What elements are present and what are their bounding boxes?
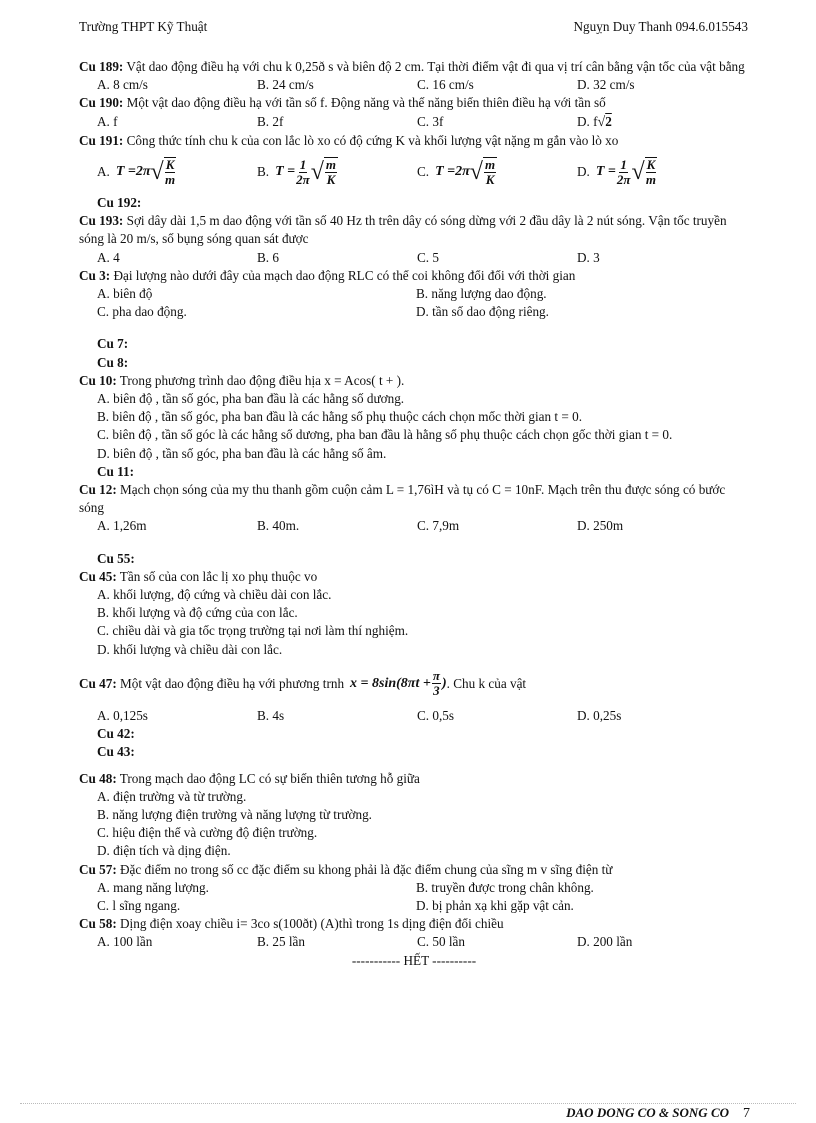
question-191: [79, 132, 749, 194]
question-text: Tần số của con lắc lị xo phụ thuộc vo: [119, 568, 318, 584]
footer-title: DAO DONG CO & SONG CO: [566, 1105, 729, 1120]
option-d: D. f√2: [577, 113, 612, 130]
formula-b: T = $\frac{1}{2\pi}$ √ $\frac{m}{K}$: [275, 156, 337, 188]
question-text: Mạch chọn sóng của my thu thanh gồm cuộn cảm L = 1,76ìH và tụ có C = 10nF. Mạch trên thu được sóng có bước sóng: [79, 482, 726, 516]
question-number: Cu 191:: [79, 132, 124, 148]
question-text: Trong mạch dao động LC có sự biến thiên tương hỗ giữa: [119, 770, 420, 786]
option-b: B. năng lượng dao động.: [416, 286, 547, 302]
question-text: Một vật dao động điều hạ với tần số f. Động năng và thế năng biến thiên điều hạ với tần số: [126, 95, 606, 111]
question-47: [79, 665, 749, 725]
question-192: Cu 192:: [97, 195, 142, 211]
question-189: [79, 58, 749, 94]
option-b: B. 40m.: [257, 518, 300, 534]
formula-a: T = 2π √ $\frac{K}{m}$: [115, 157, 176, 188]
question-45: [79, 568, 749, 659]
option-c: C. 7,9m: [417, 518, 460, 534]
question-text: Đặc điểm no trong số cc đặc điểm su khong phải là đặc điểm chung của sĩng m v sĩng điện từ: [120, 861, 613, 877]
author-info: Nguỵn Duy Thanh 094.6.015543: [573, 19, 748, 34]
question-193: [79, 212, 749, 267]
equation: x = 8sin(8πt + $\frac{\pi}{3}$ ): [350, 668, 447, 699]
option-c: C. 50 lần: [417, 934, 465, 950]
option-d: D. 200 lần: [577, 934, 633, 950]
option-a: A. 100 lần: [97, 934, 153, 950]
question-number: Cu 57:: [79, 861, 117, 877]
question-12: [79, 481, 749, 536]
option-d: D. 250m: [577, 518, 624, 534]
option-a: A. biên độ: [97, 286, 153, 302]
question-number: Cu 10:: [79, 372, 117, 388]
footer-divider: [20, 1103, 796, 1104]
question-3: [79, 267, 749, 322]
question-number: Cu 45:: [79, 568, 117, 584]
option-a: A. điện trường và từ trường.: [97, 788, 247, 804]
school-name: Trường THPT Kỹ Thuật: [79, 19, 208, 34]
question-text: Công thức tính chu k của con lắc lò xo có độ cứng K và khối lượng vật nặng m gắn vào lò xo: [126, 132, 619, 148]
option-d: D. T = $\frac{1}{2\pi}$ √ $\frac{K}{m}$: [577, 156, 657, 188]
option-d: D. 3: [577, 249, 600, 265]
question-58: [79, 915, 749, 951]
question-55: Cu 55:: [97, 550, 135, 566]
option-c: C. T = 2π √ $\frac{m}{K}$: [417, 157, 496, 188]
option-d: D. 0,25s: [577, 707, 622, 723]
question-text: Một vật dao động điều hạ với phương trnh: [120, 675, 345, 691]
option-c: C. 16 cm/s: [417, 77, 474, 93]
option-a: A. khối lượng, độ cứng và chiều dài con lắc.: [97, 587, 332, 603]
option-c: C. hiệu điện thế và cường độ điện trường.: [97, 825, 318, 841]
question-48: [79, 770, 749, 861]
question-number: Cu 12:: [79, 482, 117, 498]
option-d: D. điện tích và dịng điện.: [97, 843, 231, 859]
question-text: Đại lượng nào dưới đây của mạch dao động RLC có thể coi không đổi đối với thời gian: [113, 267, 576, 283]
option-b: B. năng lượng điện trường và năng lượng từ trường.: [97, 806, 372, 822]
option-b: B. 4s: [257, 707, 285, 723]
formula-c: T = 2π √ $\frac{m}{K}$: [435, 157, 496, 188]
formula-d: T = $\frac{1}{2\pi}$ √ $\frac{K}{m}$: [595, 156, 657, 188]
option-d: D. bị phản xạ khi gặp vật cản.: [416, 897, 574, 913]
option-a: A. 4: [97, 249, 120, 265]
page-number: 7: [743, 1106, 750, 1121]
question-11: Cu 11:: [97, 463, 135, 479]
option-d: D. 32 cm/s: [577, 77, 635, 93]
option-b: B. khối lượng và độ cứng của con lắc.: [97, 605, 298, 621]
question-text: Trong phương trình dao động điều hịa x = Acos( t + ).: [119, 372, 405, 388]
question-text: Sợi dây dài 1,5 m dao động với tần số 40 Hz th trên dây có sóng dừng với 2 đầu dây là 2 nút sóng. Vận tốc truyền sóng là 20 m/s, số bụng sóng quan sát được: [79, 213, 727, 247]
page-footer: [566, 1105, 750, 1122]
page-header: [79, 19, 748, 37]
question-list: [79, 58, 749, 970]
option-a: A. 0,125s: [97, 707, 148, 723]
question-number: Cu 190:: [79, 95, 124, 111]
end-marker: ----------- HẾT ----------: [351, 952, 477, 968]
option-c: C. pha dao động.: [97, 304, 187, 320]
option-c: C. 3f: [417, 113, 444, 129]
question-text: Dịng điện xoay chiều i= 3co s(100ðt) (A)thì trong 1s dịng điện đổi chiều: [120, 916, 504, 932]
option-a: A. f: [97, 113, 118, 129]
option-c: C. 0,5s: [417, 707, 455, 723]
question-tail: . Chu k của vật: [446, 675, 527, 691]
option-c: C. biên độ , tần số góc là các hằng số dương, pha ban đầu là hằng số phụ thuộc cách chọn gốc thời gian t = 0.: [97, 427, 673, 443]
option-b: B. 2f: [257, 113, 284, 129]
option-d: D. biên độ , tần số góc, pha ban đầu là các hằng số âm.: [97, 445, 387, 461]
option-a: A. 8 cm/s: [97, 77, 148, 93]
option-a: A. biên độ , tần số góc, pha ban đầu là các hằng số dương.: [97, 391, 405, 407]
option-c: C. l sĩng ngang.: [97, 897, 181, 913]
question-number: Cu 47:: [79, 675, 117, 691]
question-number: Cu 3:: [79, 267, 111, 283]
option-b: B. 25 lần: [257, 934, 305, 950]
question-43: Cu 43:: [97, 744, 135, 760]
option-d: D. khối lượng và chiều dài con lắc.: [97, 641, 283, 657]
question-number: Cu 48:: [79, 770, 117, 786]
question-57: [79, 861, 749, 916]
question-7: Cu 7:: [97, 336, 129, 352]
root-value: 2: [605, 113, 612, 129]
option-b: B. T = $\frac{1}{2\pi}$ √ $\frac{m}{K}$: [257, 156, 337, 188]
option-c: C. 5: [417, 249, 439, 265]
option-c: C. chiều dài và gia tốc trọng trường tại nơi làm thí nghiệm.: [97, 623, 409, 639]
question-10: [79, 372, 749, 463]
question-text: Vật dao động điều hạ với chu k 0,25ð s và biên độ 2 cm. Tại thời điểm vật đi qua vị trí cân bằng vận tốc của vật bằng: [126, 59, 745, 74]
option-a: A. mang năng lượng.: [97, 879, 209, 895]
option-b: B. biên độ , tần số góc, pha ban đầu là các hằng số phụ thuộc cách chọn mốc thời gian t = 0.: [97, 409, 583, 425]
question-42: Cu 42:: [97, 726, 135, 742]
option-b: B. 24 cm/s: [257, 77, 314, 93]
option-a: A. T = 2π √ $\frac{K}{m}$: [97, 157, 176, 188]
option-a: A. 1,26m: [97, 518, 147, 534]
question-8: Cu 8:: [97, 354, 129, 370]
question-190: [79, 94, 749, 131]
option-b: B. truyền được trong chân không.: [416, 879, 594, 895]
question-number: Cu 189:: [79, 59, 124, 74]
question-number: Cu 58:: [79, 916, 117, 932]
option-b: B. 6: [257, 249, 279, 265]
question-number: Cu 193:: [79, 213, 124, 229]
option-d: D. tần số dao động riêng.: [416, 304, 549, 320]
